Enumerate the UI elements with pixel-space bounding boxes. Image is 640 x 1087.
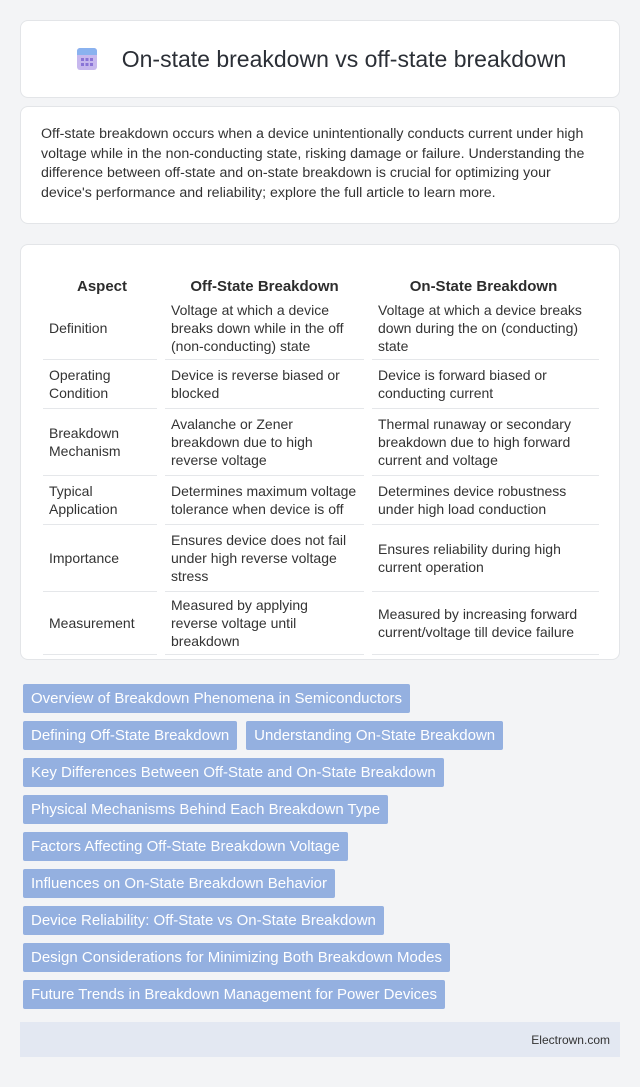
topic-link[interactable]: Defining Off-State Breakdown [23, 721, 237, 750]
table-cell: Ensures reliability during high current operation [368, 525, 599, 592]
table-cell: Avalanche or Zener breakdown due to high reverse voltage [161, 409, 368, 476]
topic-link[interactable]: Key Differences Between Off-State and On-State Breakdown [23, 758, 444, 787]
table-cell: Ensures device does not fail under high reverse voltage stress [161, 525, 368, 592]
intro-text: Off-state breakdown occurs when a device unintentionally conducts current under high voltage while in the non-conducting state, risking damage or failure. Understanding the difference between off-state and on-state breakdown is crucial for optimizing your device's performance and reliability; explore the full article to learn more. [41, 126, 585, 201]
table-row [43, 297, 599, 360]
topic-link[interactable]: Design Considerations for Minimizing Both Breakdown Modes [23, 943, 450, 972]
table-row [43, 409, 599, 476]
table-cell: Breakdown Mechanism [43, 409, 161, 476]
topic-link[interactable]: Future Trends in Breakdown Management for Power Devices [23, 980, 445, 1009]
table-cell: Definition [43, 297, 161, 360]
table-cell: Device is reverse biased or blocked [161, 360, 368, 409]
topic-link[interactable]: Overview of Breakdown Phenomena in Semiconductors [23, 684, 410, 713]
table-cell: Determines device robustness under high load conduction [368, 476, 599, 525]
table-cell: Operating Condition [43, 360, 161, 409]
footer-brand[interactable]: Electrown.com [531, 1032, 610, 1047]
page-title: On-state breakdown vs off-state breakdown [121, 45, 567, 72]
table-cell: Voltage at which a device breaks down while in the off (non-conducting) state [161, 297, 368, 360]
comparison-table [43, 265, 599, 655]
table-cell: Device is forward biased or conducting current [368, 360, 599, 409]
table-cell: Measured by increasing forward current/voltage till device failure [368, 592, 599, 655]
topic-link[interactable]: Factors Affecting Off-State Breakdown Voltage [23, 832, 348, 861]
topic-link[interactable]: Understanding On-State Breakdown [246, 721, 503, 750]
topic-link[interactable]: Physical Mechanisms Behind Each Breakdown Type [23, 795, 388, 824]
intro-card [20, 106, 620, 224]
topic-link[interactable]: Influences on On-State Breakdown Behavior [23, 869, 335, 898]
footer [20, 1022, 620, 1057]
table-cell: Voltage at which a device breaks down during the on (conducting) state [368, 297, 599, 360]
table-cell: Thermal runaway or secondary breakdown due to high forward current and voltage [368, 409, 599, 476]
title-card [20, 20, 620, 98]
calculator-icon [74, 46, 100, 72]
table-row [43, 476, 599, 525]
table-row [43, 360, 599, 409]
table-cell: Importance [43, 525, 161, 592]
comparison-table-card [20, 244, 620, 660]
column-header: On-State Breakdown [409, 278, 558, 295]
table-row [43, 592, 599, 655]
column-header: Off-State Breakdown [190, 278, 339, 295]
table-cell: Typical Application [43, 476, 161, 525]
table-cell: Determines maximum voltage tolerance when device is off [161, 476, 368, 525]
column-header: Aspect [76, 278, 128, 295]
table-header-row [43, 265, 599, 297]
table-cell: Measurement [43, 592, 161, 655]
table-cell: Measured by applying reverse voltage until breakdown [161, 592, 368, 655]
table-row [43, 525, 599, 592]
topic-links [23, 684, 623, 1017]
topic-link[interactable]: Device Reliability: Off-State vs On-State Breakdown [23, 906, 384, 935]
